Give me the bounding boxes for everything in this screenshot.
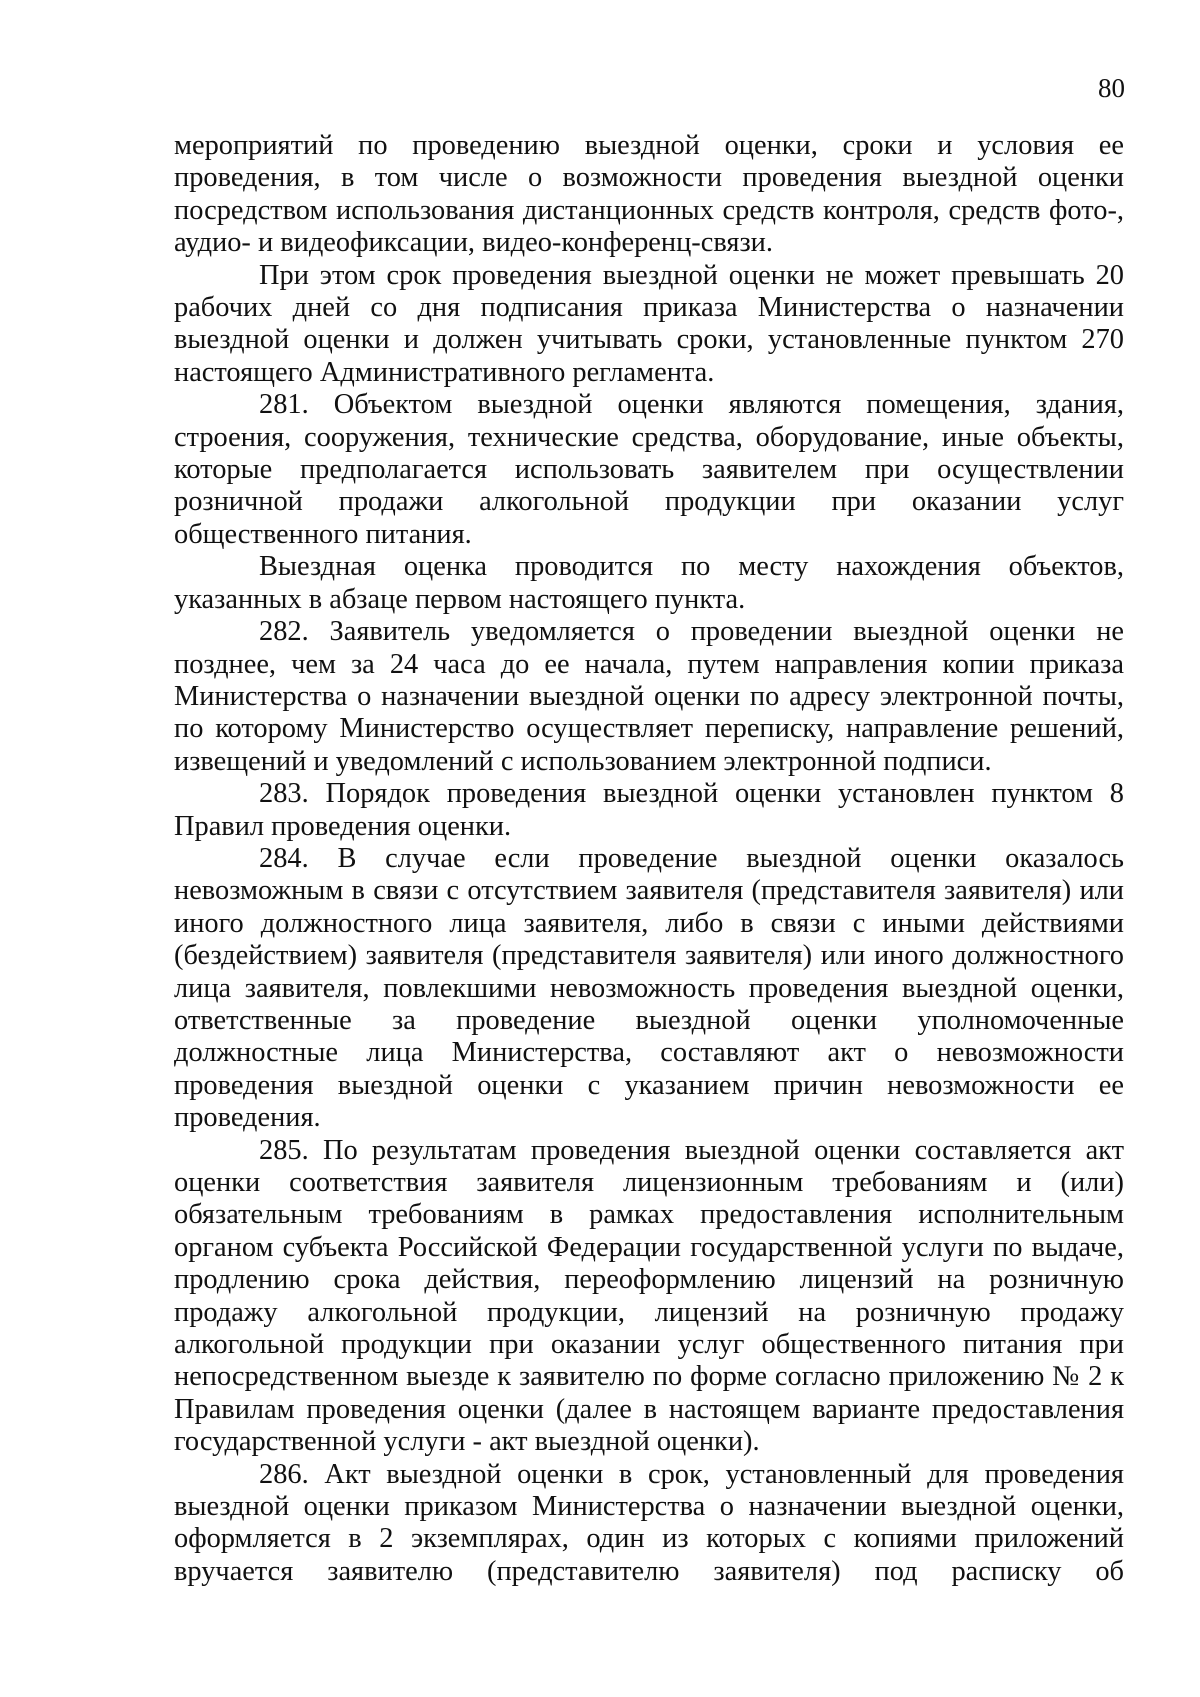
paragraph-286: 286. Акт выездной оценки в срок, установленный для проведения выездной оценки приказом Министерства о назначении выездной оценки, оформляется в 2 экземплярах, один из которых с копиями приложений вручается заявителю (представителю заявителя) под расписку об — [174, 1458, 1124, 1587]
paragraph-281: 281. Объектом выездной оценки являются помещения, здания, строения, сооружения, технические средства, оборудование, иные объекты, которые предполагается использовать заявителем при осуществлении розничной продажи алкогольной продукции при оказании услуг общественного питания. — [174, 389, 1124, 550]
paragraph-283: 283. Порядок проведения выездной оценки установлен пунктом 8 Правил проведения оценки. — [174, 778, 1124, 842]
document-body — [174, 130, 1124, 1588]
paragraph-284: 284. В случае если проведение выездной оценки оказалось невозможным в связи с отсутствием заявителя (представителя заявителя) или иного должностного лица заявителя, либо в связи с иными действиями (бездействием) заявителя (представителя заявителя) или иного должностного лица заявителя, повлекшими невозможность проведения выездной оценки, ответственные за проведение выездной оценки уполномоченные должностные лица Министерства, составляют акт о невозможности проведения выездной оценки с указанием причин невозможности ее проведения. — [174, 842, 1124, 1134]
page-number: 80 — [1098, 73, 1125, 103]
paragraph-continuation: мероприятий по проведению выездной оценки, сроки и условия ее проведения, в том числе о возможности проведения выездной оценки посредством использования дистанционных средств контроля, средств фото-, аудио- и видеофиксации, видео-конференц-связи. — [174, 130, 1124, 259]
paragraph-281-location: Выездная оценка проводится по месту нахождения объектов, указанных в абзаце первом настоящего пункта. — [174, 551, 1124, 615]
paragraph-285: 285. По результатам проведения выездной оценки составляется акт оценки соответствия заявителя лицензионным требованиям и (или) обязательным требованиям в рамках предоставления исполнительным органом субъекта Российской Федерации государственной услуги по выдаче, продлению срока действия, переоформлению лицензий на розничную продажу алкогольной продукции, лицензий на розничную продажу алкогольной продукции при оказании услуг общественного питания при непосредственном выезде к заявителю по форме согласно приложению № 2 к Правилам проведения оценки (далее в настоящем варианте предоставления государственной услуги - акт выездной оценки). — [174, 1134, 1124, 1458]
paragraph-deadline: При этом срок проведения выездной оценки не может превышать 20 рабочих дней со дня подписания приказа Министерства о назначении выездной оценки и должен учитывать сроки, установленные пунктом 270 настоящего Административного регламента. — [174, 259, 1124, 388]
paragraph-282: 282. Заявитель уведомляется о проведении выездной оценки не позднее, чем за 24 часа до ее начала, путем направления копии приказа Министерства о назначении выездной оценки по адресу электронной почты, по которому Министерство осуществляет переписку, направление решений, извещений и уведомлений с использованием электронной подписи. — [174, 616, 1124, 777]
